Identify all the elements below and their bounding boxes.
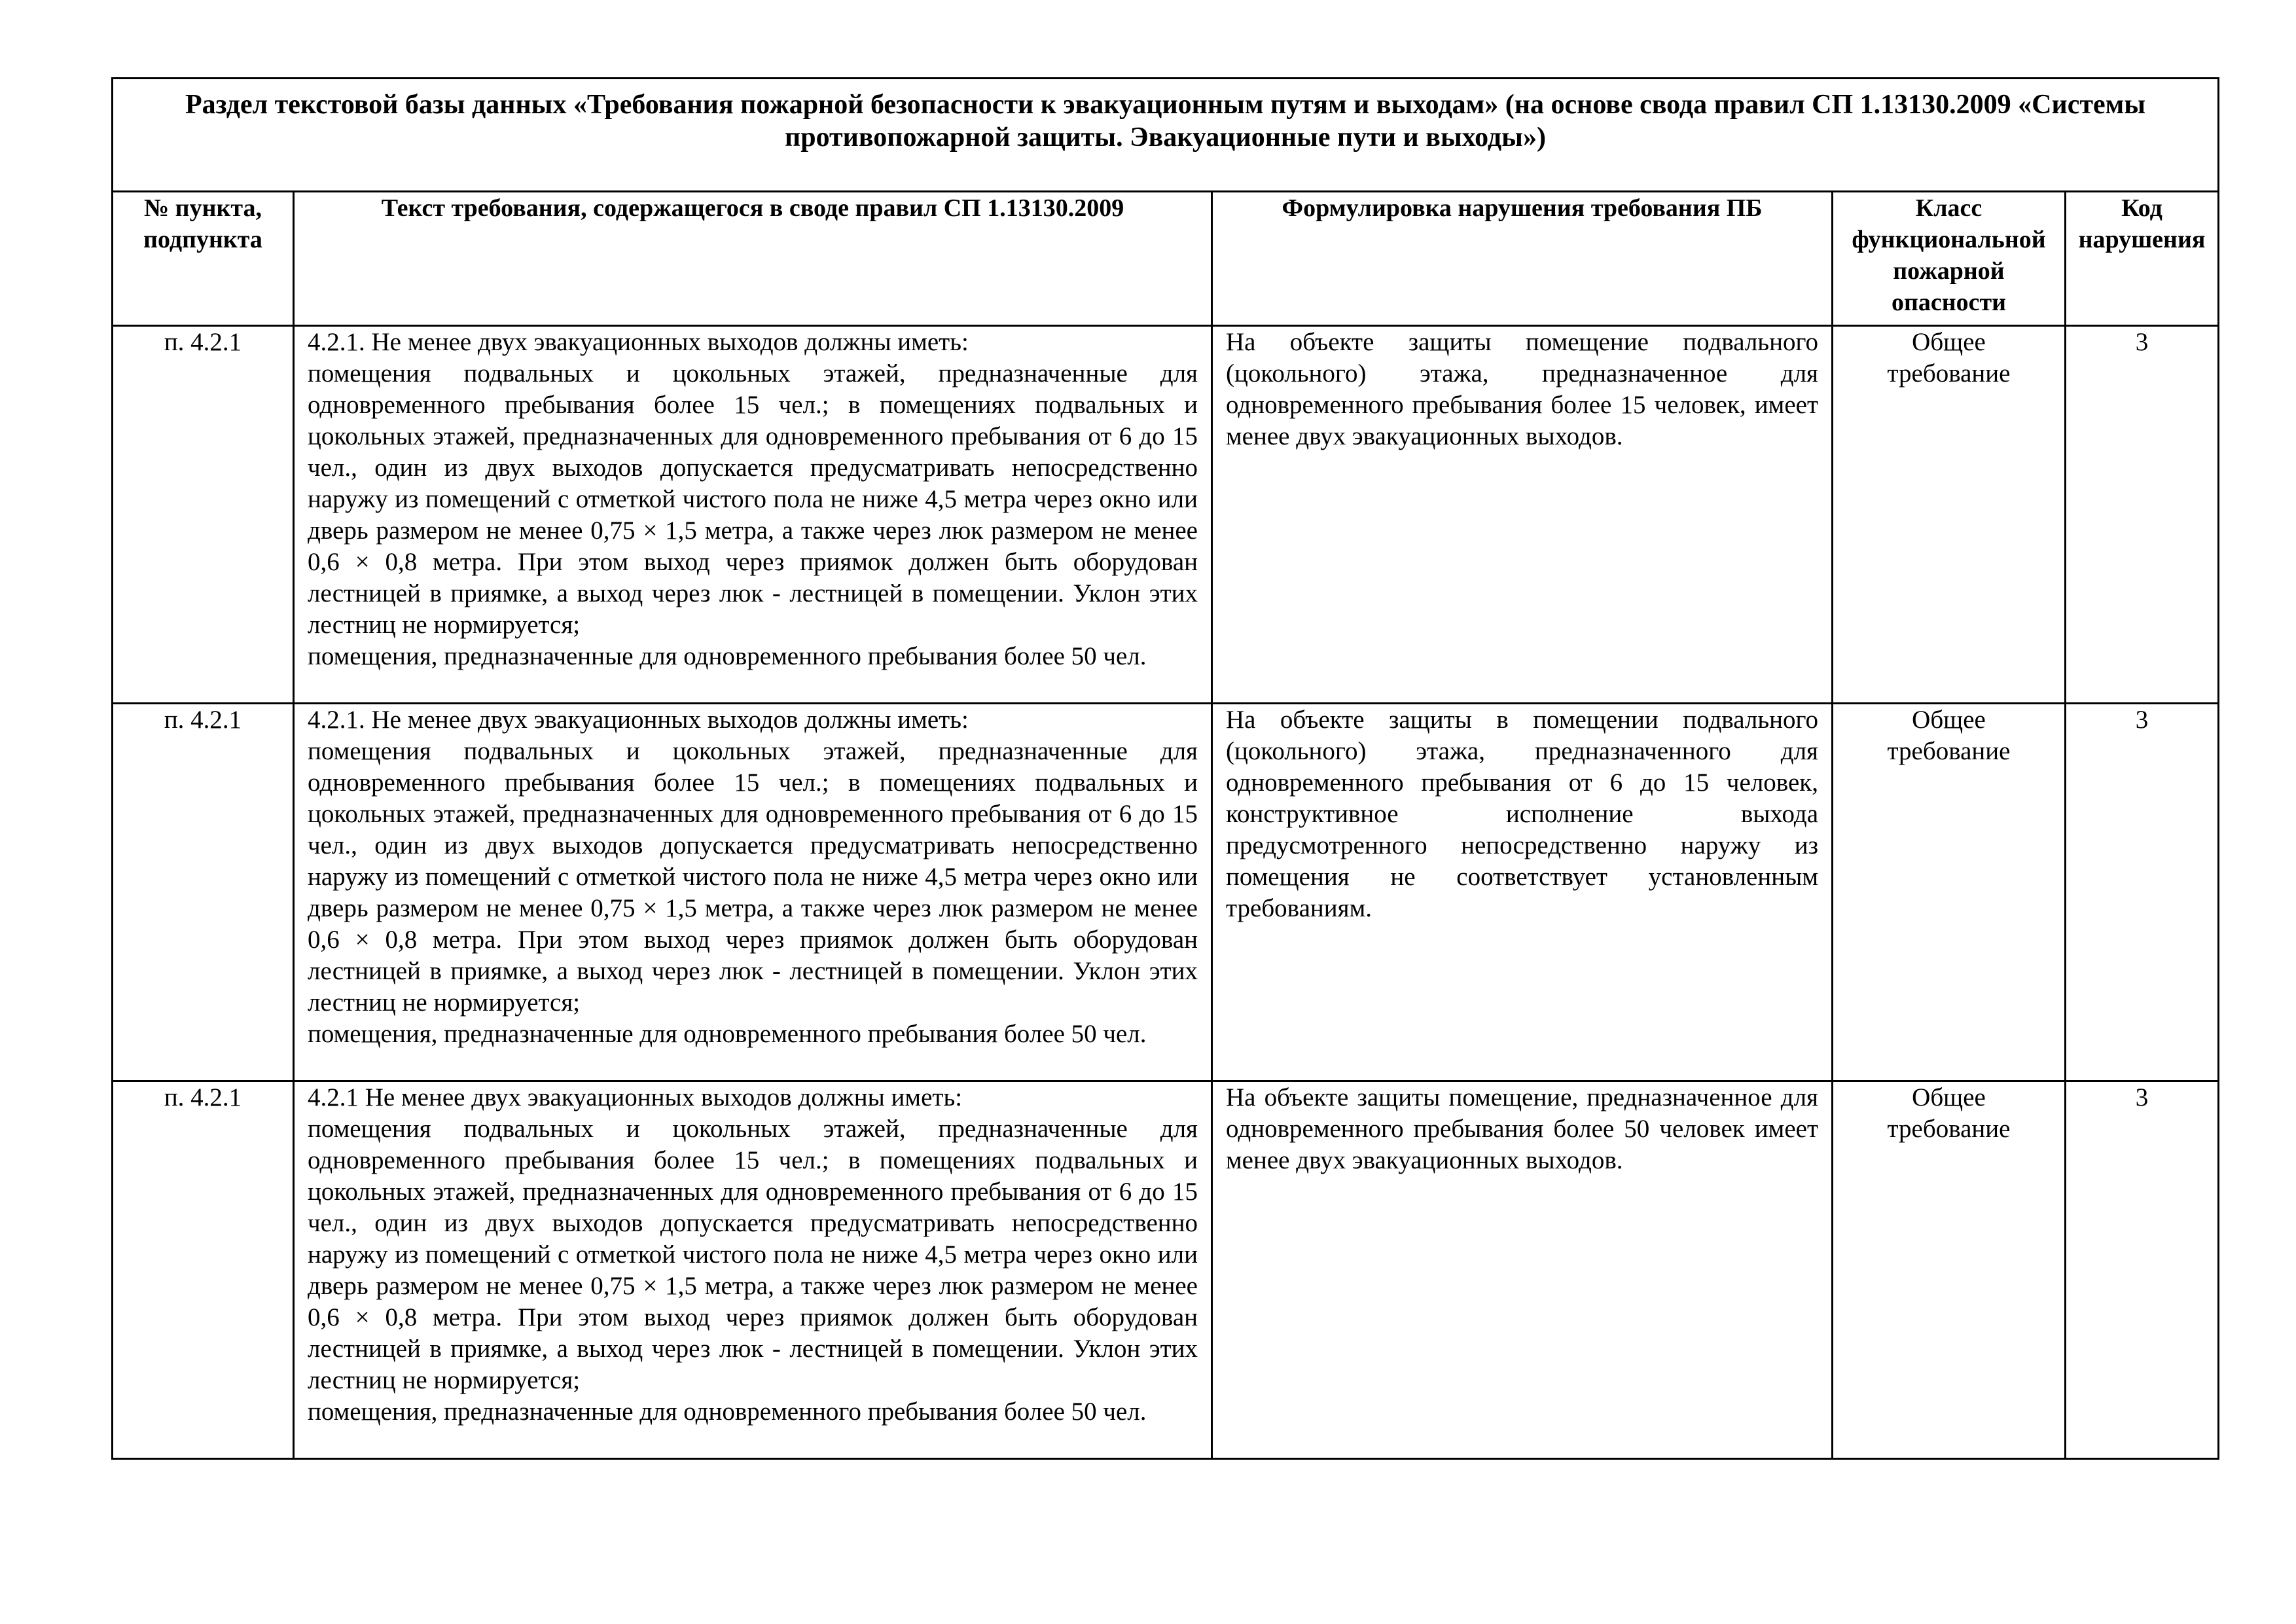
code-cell: 3 (2066, 326, 2219, 704)
code-cell: 3 (2066, 704, 2219, 1081)
requirements-table (111, 77, 2219, 1460)
violation-text: На объекте защиты помещение подвального (цокольного) этажа, предназначенное для одновременного пребывания более 15 человек, имеет менее двух эвакуационных выходов. (1226, 328, 1818, 450)
table-row (113, 1081, 2219, 1459)
class-cell (1833, 1081, 2066, 1459)
code-cell: 3 (2066, 1081, 2219, 1459)
class-cell (1833, 326, 2066, 704)
requirement-intro: 4.2.1. Не менее двух эвакуационных выходов должны иметь: (308, 706, 969, 734)
header-requirement: Текст требования, содержащегося в своде правил СП 1.13130.2009 (294, 192, 1212, 326)
class-cell (1833, 704, 2066, 1081)
header-class: Класс функциональной пожарной опасности (1833, 192, 2066, 326)
table-row (113, 704, 2219, 1081)
requirement-body: помещения подвальных и цокольных этажей, предназначенные для одновременного пребывания более 15 чел.; в помещениях подвальных и цокольных этажей, предназначенных для одновременного пребывания от 6 до 15 чел., один из двух выходов допускается предусматривать непосредственно наружу из помещений с отметкой чистого пола не ниже 4,5 метра через окно или дверь размером не менее 0,75 × 1,5 метра, а также через люк размером не менее 0,6 × 0,8 метра. При этом выход через приямок должен быть оборудован лестницей в приямке, а выход через люк - лестницей в помещении. Уклон этих лестниц не нормируется; (308, 737, 1198, 1017)
violation-cell (1212, 1081, 1833, 1459)
class-text: Общее требование (1887, 706, 2011, 765)
header-row (113, 192, 2219, 326)
requirement-tail: помещения, предназначенные для одновременного пребывания более 50 чел. (308, 1398, 1147, 1426)
violation-cell (1212, 326, 1833, 704)
clause-cell: п. 4.2.1 (113, 1081, 294, 1459)
requirement-tail: помещения, предназначенные для одновременного пребывания более 50 чел. (308, 1020, 1147, 1048)
requirement-cell (294, 326, 1212, 704)
violation-text: На объекте защиты помещение, предназначенное для одновременного пребывания более 50 человек имеет менее двух эвакуационных выходов. (1226, 1083, 1818, 1174)
table-row (113, 326, 2219, 704)
requirement-intro: 4.2.1. Не менее двух эвакуационных выходов должны иметь: (308, 328, 969, 356)
requirement-body: помещения подвальных и цокольных этажей, предназначенные для одновременного пребывания более 15 чел.; в помещениях подвальных и цокольных этажей, предназначенных для одновременного пребывания от 6 до 15 чел., один из двух выходов допускается предусматривать непосредственно наружу из помещений с отметкой чистого пола не ниже 4,5 метра через окно или дверь размером не менее 0,75 × 1,5 метра, а также через люк размером не менее 0,6 × 0,8 метра. При этом выход через приямок должен быть оборудован лестницей в приямке, а выход через люк - лестницей в помещении. Уклон этих лестниц не нормируется; (308, 359, 1198, 639)
requirement-cell (294, 1081, 1212, 1459)
class-text: Общее требование (1887, 328, 2011, 388)
requirement-intro: 4.2.1 Не менее двух эвакуационных выходов должны иметь: (308, 1083, 963, 1111)
requirement-tail: помещения, предназначенные для одновременного пребывания более 50 чел. (308, 642, 1147, 670)
document-title: Раздел текстовой базы данных «Требования пожарной безопасности к эвакуационным путям и выходам» (на основе свода правил СП 1.13130.2009 «Системы противопожарной защиты. Эвакуационные пути и выходы») (113, 79, 2219, 192)
clause-cell: п. 4.2.1 (113, 704, 294, 1081)
header-code: Код нарушения (2066, 192, 2219, 326)
requirement-cell (294, 704, 1212, 1081)
title-row (113, 79, 2219, 192)
violation-text: На объекте защиты в помещении подвального (цокольного) этажа, предназначенного для одновременного пребывания от 6 до 15 человек, конструктивное исполнение выхода предусмотренного непосредственно наружу из помещения не соответствует установленным требованиям. (1226, 706, 1818, 922)
class-text: Общее требование (1887, 1083, 2011, 1143)
header-violation: Формулировка нарушения требования ПБ (1212, 192, 1833, 326)
violation-cell (1212, 704, 1833, 1081)
clause-cell: п. 4.2.1 (113, 326, 294, 704)
header-clause: № пункта, подпункта (113, 192, 294, 326)
requirement-body: помещения подвальных и цокольных этажей, предназначенные для одновременного пребывания более 15 чел.; в помещениях подвальных и цокольных этажей, предназначенных для одновременного пребывания от 6 до 15 чел., один из двух выходов допускается предусматривать непосредственно наружу из помещений с отметкой чистого пола не ниже 4,5 метра через окно или дверь размером не менее 0,75 × 1,5 метра, а также через люк размером не менее 0,6 × 0,8 метра. При этом выход через приямок должен быть оборудован лестницей в приямке, а выход через люк - лестницей в помещении. Уклон этих лестниц не нормируется; (308, 1115, 1198, 1394)
